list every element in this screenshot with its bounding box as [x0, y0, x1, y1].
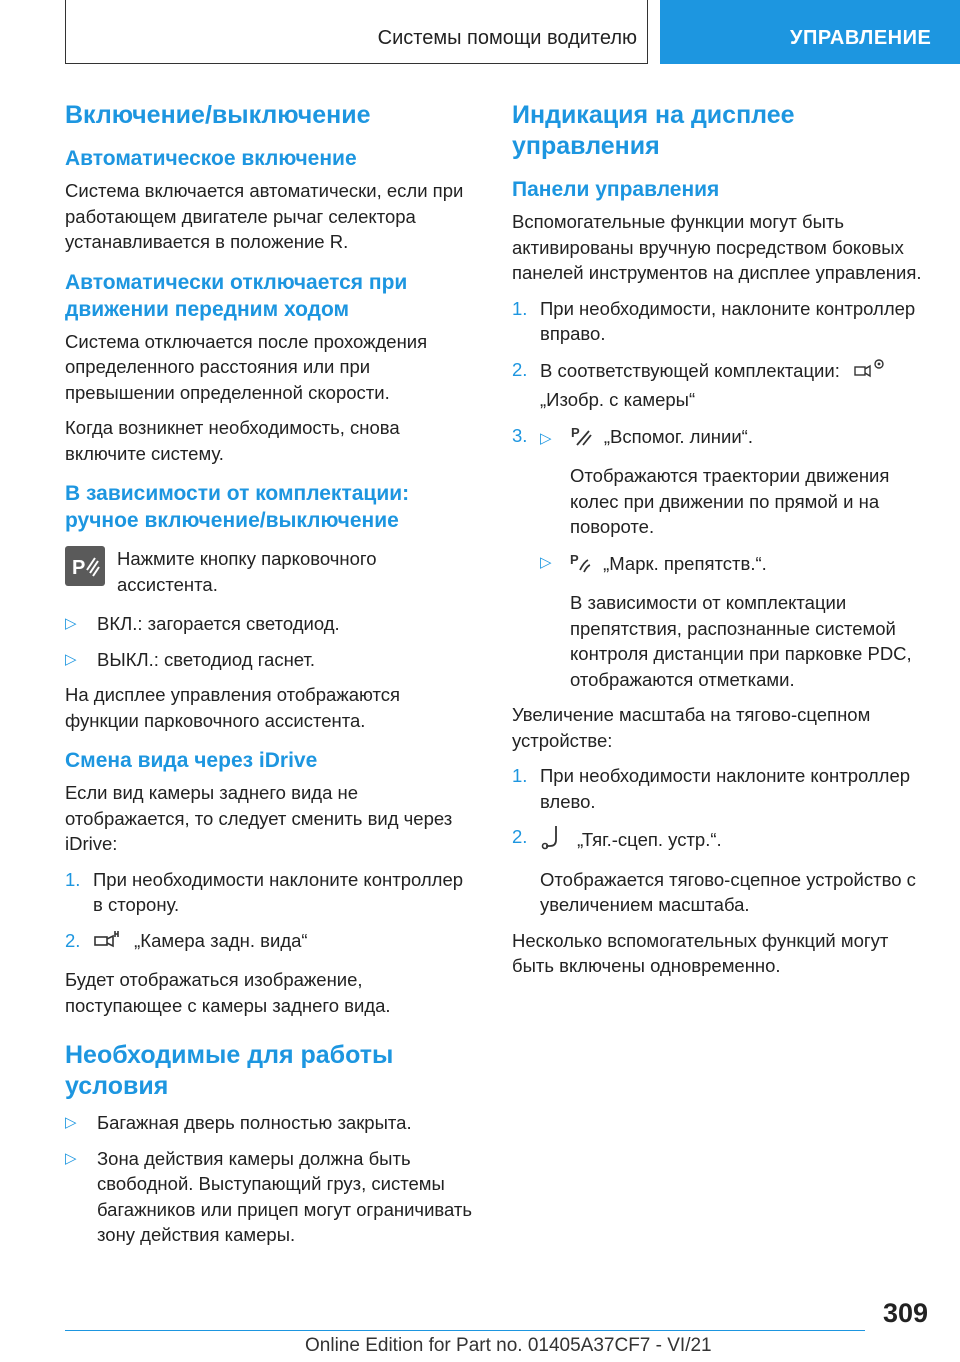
- camera-settings-icon: [853, 357, 887, 388]
- step-2: [65, 928, 475, 958]
- para-several: Несколько вспомогательных функций могут быть включены одновременно.: [512, 929, 889, 976]
- r-step-3-text: „Вспомог. линии“.: [603, 425, 753, 447]
- svg-text:P: P: [570, 551, 579, 567]
- heading-conditions: Необходимые для работы условия: [65, 1041, 394, 1100]
- zoom-step-2-text: „Тяг.-сцеп. устр.“.: [577, 829, 722, 850]
- sub-bullets: [540, 550, 932, 581]
- condition-1-text: Багажная дверь полностью закрыта.: [97, 1112, 412, 1133]
- step-number: 1.: [512, 765, 528, 786]
- para-zoom: Увеличение масштаба на тягово-сцепном устройстве:: [512, 704, 871, 751]
- bullet-on-text: ВКЛ.: загорается светодиод.: [97, 613, 340, 634]
- step-number: 2.: [65, 929, 81, 951]
- r-step-1: [512, 296, 932, 347]
- obstacle-marking-icon: [570, 550, 592, 581]
- para-panels: Вспомогательные функции могут быть активированы вручную посредством боковых панелей инструментов на дисплее управления.: [512, 211, 922, 283]
- step-2-text: „Камера задн. вида“: [134, 929, 308, 951]
- section-title: Системы помощи водителю: [377, 27, 637, 49]
- chapter-tab-label: УПРАВЛЕНИЕ: [790, 27, 932, 49]
- para-hitch: Отображается тягово-сцепное устройство с увеличением масштаба.: [540, 868, 916, 915]
- zoom-step-1: [512, 763, 932, 814]
- para-auto-on: Система включается автоматически, если при работающем двигателе рычаг селектора устанавливается в положение R.: [65, 180, 464, 252]
- para-obstacles: В зависимости от комплектации препятствия, распознанные системой контроля дистанции при парковке PDC, отображаются отметками.: [570, 592, 912, 690]
- heading-indication: Индикация на дисплее управления: [512, 101, 795, 160]
- condition-2: [65, 1146, 475, 1248]
- bullet-marker: ▷: [65, 1114, 77, 1131]
- heading-auto-on: Автоматическое включение: [65, 147, 357, 170]
- page-number: 309: [882, 1298, 928, 1328]
- bullet-marker: ▷: [65, 650, 77, 668]
- parking-assistant-button-icon: [65, 546, 105, 586]
- step-number: 2.: [512, 358, 528, 380]
- r-step-1-text: При необходимости, наклоните контроллер вправо.: [540, 297, 916, 344]
- svg-text:P: P: [570, 424, 580, 440]
- para-press: Нажмите кнопку парковочного ассистента.: [117, 548, 377, 595]
- svg-text:P: P: [72, 557, 86, 579]
- step-number: 1.: [65, 868, 81, 890]
- bullet-marker: ▷: [540, 553, 552, 571]
- para-change: Если вид камеры заднего вида не отображается, то следует сменить вид через iDrive:: [65, 782, 453, 854]
- r-step-3: [512, 423, 932, 454]
- step-number: 1.: [512, 297, 528, 319]
- condition-1: [65, 1110, 475, 1136]
- bullet-marker: ▷: [540, 429, 552, 447]
- chapter-tab: [660, 0, 960, 64]
- left-column: [65, 100, 475, 1258]
- r-step-2: [512, 357, 932, 413]
- sub-bullet-obstacles-text: „Марк. препятств.“.: [603, 552, 767, 574]
- zoom-step-1-text: При необходимости наклоните контроллер влево.: [540, 765, 911, 812]
- bullet-marker: ▷: [65, 1149, 77, 1167]
- rear-camera-icon: [93, 929, 123, 958]
- bullet-marker: ▷: [65, 615, 77, 632]
- para-display: На дисплее управления отображаются функции парковочного ассистента.: [65, 684, 401, 731]
- zoom-step-2: [512, 824, 932, 857]
- heading-manual: В зависимости от комплектации: ручное включение/выключение: [65, 482, 410, 532]
- step-1-text: При необходимости наклоните контроллер в сторону.: [93, 868, 464, 915]
- heading-change: Смена вида через iDrive: [65, 749, 318, 772]
- step-number: 3.: [512, 424, 528, 446]
- footer-text: Online Edition for Part no. 01405A37CF7 - VI/21: [305, 1335, 712, 1356]
- bullet-off: [65, 647, 475, 673]
- trailer-hitch-icon: [540, 824, 566, 857]
- heading-onoff: Включение/выключение: [65, 101, 371, 129]
- footer-divider: [65, 1330, 865, 1331]
- bullet-on: [65, 611, 475, 637]
- para-image: Будет отображаться изображение, поступающее с камеры заднего вида.: [65, 969, 391, 1016]
- right-column: [512, 100, 932, 989]
- step-1: [65, 867, 475, 918]
- header-box: [65, 0, 648, 64]
- park-button-row: [65, 546, 475, 597]
- r-step-2-text2: „Изобр. с камеры“: [540, 389, 696, 410]
- condition-2-text: Зона действия камеры должна быть свободной. Выступающий груз, системы багажников или прицеп могут ограничивать зону действия камеры.: [97, 1147, 473, 1245]
- r-step-2-text: В соответствующей комплектации:: [540, 359, 840, 381]
- heading-panels: Панели управления: [512, 178, 720, 201]
- para-auto-off: Система отключается после прохождения определенного расстояния или при превышении определенной скорости.: [65, 330, 428, 403]
- para-need: Когда возникнет необходимость, снова включите систему.: [65, 417, 400, 464]
- guide-lines-icon: [571, 423, 593, 454]
- step-number: 2.: [512, 826, 528, 847]
- bullet-off-text: ВЫКЛ.: светодиод гаснет.: [97, 648, 316, 670]
- para-trajectories: Отображаются траектории движения колес при движении по прямой и на повороте.: [570, 465, 890, 537]
- sub-bullet-obstacles: [540, 550, 932, 581]
- heading-auto-off: Автоматически отключается при движении передним ходом: [65, 270, 408, 321]
